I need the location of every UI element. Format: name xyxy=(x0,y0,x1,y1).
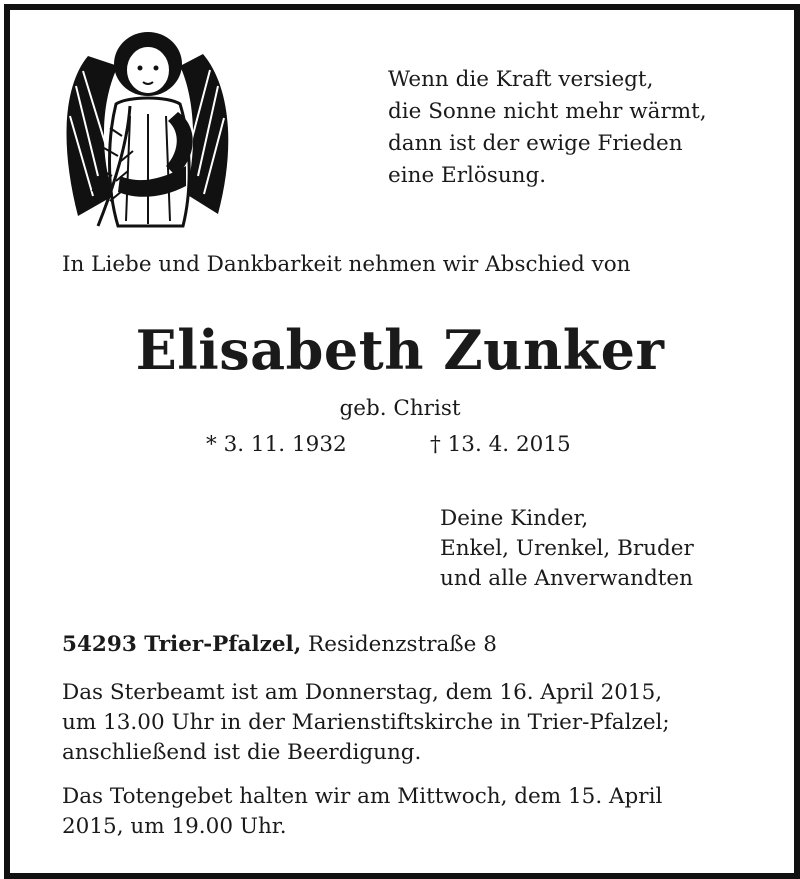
intro-text: In Liebe und Dankbarkeit nehmen wir Abschied von xyxy=(62,252,631,277)
funeral-info xyxy=(62,678,670,768)
mourners xyxy=(440,504,694,594)
prayer-info xyxy=(62,782,662,842)
prayer-line: Das Totengebet halten wir am Mittwoch, dem 15. April xyxy=(62,784,663,809)
funeral-line: Das Sterbeamt ist am Donnerstag, dem 16. April 2015, xyxy=(62,680,663,705)
death-date: † 13. 4. 2015 xyxy=(430,432,571,457)
poem-line: Wenn die Kraft versiegt, xyxy=(388,67,654,92)
deceased-name: Elisabeth Zunker xyxy=(135,318,665,382)
funeral-line: um 13.00 Uhr in der Marienstiftskirche in Trier-Pfalzel; xyxy=(62,710,670,735)
poem-line: dann ist der ewige Frieden xyxy=(388,131,683,156)
poem-line: eine Erlösung. xyxy=(388,163,547,188)
birth-date: * 3. 11. 1932 xyxy=(206,432,347,457)
maiden-name: geb. Christ xyxy=(339,396,461,421)
mourner-line: Enkel, Urenkel, Bruder xyxy=(440,536,694,561)
funeral-line: anschließend ist die Beerdigung. xyxy=(62,740,422,765)
mourner-line: und alle Anverwandten xyxy=(440,566,693,591)
address xyxy=(62,632,497,657)
address-street: Residenzstraße 8 xyxy=(308,632,497,657)
memorial-poem xyxy=(388,64,707,192)
angel-illustration xyxy=(58,26,238,236)
poem-line: die Sonne nicht mehr wärmt, xyxy=(388,99,707,124)
prayer-line: 2015, um 19.00 Uhr. xyxy=(62,814,287,839)
mourner-line: Deine Kinder, xyxy=(440,506,589,531)
address-city: 54293 Trier-Pfalzel, xyxy=(62,632,302,657)
